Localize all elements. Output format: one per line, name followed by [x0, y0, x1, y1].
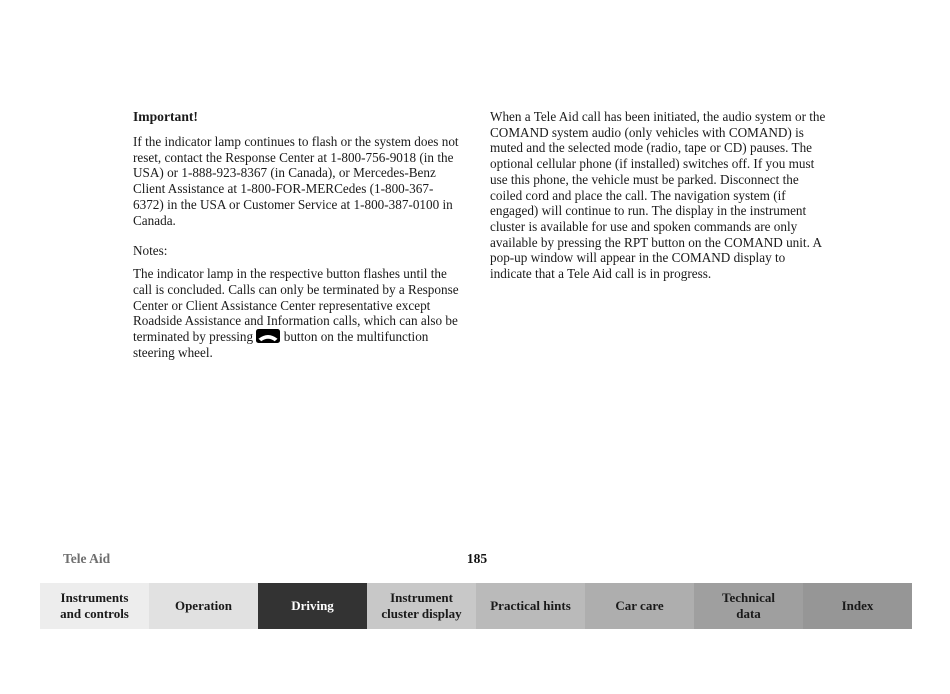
tab-label-line: Index [841, 598, 874, 613]
tab-label-line: Practical hints [490, 598, 571, 613]
tab-instrument-cluster-display[interactable] [367, 583, 476, 629]
tab-label-line: Instruments [60, 590, 129, 605]
tele-aid-call-paragraph: When a Tele Aid call has been initiated, the audio system or the COMAND system audio (only vehicles with COMAND) is muted and the selected mode (radio, tape or CD) pauses. The optional cellular phone (if installed) switches off. If you must use this phone, the vehicle must be parked. Disconnect the coiled cord and place the call. The navigation system (if engaged) will continue to run. The display in the instrument cluster is available for use and spoken commands are only available by pressing the RPT button on the COMAND unit. A pop-up window will appear in the COMAND display to indicate that a Tele Aid call is in progress. [490, 109, 826, 282]
tab-label-line: Driving [291, 598, 334, 613]
important-paragraph: If the indicator lamp continues to flash or the system does not reset, contact the Response Center at 1-800-756-9018 (in the USA) or 1-888-923-8367 (in Canada), or Mercedes-Benz Client Assistance at 1-800-FOR-MERCedes (1-800-367-6372) in the USA or Customer Service at 1-800-387-0100 in Canada. [133, 134, 459, 228]
tab-label-line: Car care [615, 598, 664, 613]
notes-heading: Notes: [133, 243, 168, 259]
tab-technical-data[interactable] [694, 583, 803, 629]
tab-label-line: and controls [60, 606, 129, 621]
important-heading: Important! [133, 109, 198, 124]
tab-driving[interactable] [258, 583, 367, 629]
notes-paragraph [133, 266, 463, 360]
tab-practical-hints[interactable] [476, 583, 585, 629]
notes-paragraph-before-icon: The indicator lamp in the respective button flashes until the call is concluded. Calls can only be terminated by a Response Center or Client Assistance Center representative except Roadside Assistance and Information calls, which can also be terminated by pressing [133, 266, 459, 345]
page-footer [0, 551, 950, 569]
left-column [133, 109, 463, 360]
tab-operation[interactable] [149, 583, 258, 629]
page-number: 185 [466, 551, 488, 566]
right-column [490, 109, 830, 282]
notes-paragraph-after-icon: button on the multifunction steering wheel. [133, 329, 429, 360]
tab-label-line: Instrument [390, 590, 453, 605]
tab-label-line: data [736, 606, 761, 621]
chapter-tabbar [40, 583, 912, 629]
tab-car-care[interactable] [585, 583, 694, 629]
tab-label-line: cluster display [381, 606, 462, 621]
end-call-button-icon [256, 329, 280, 343]
tab-label-line: Technical [722, 590, 775, 605]
tab-instruments-and-controls[interactable] [40, 583, 149, 629]
tab-label-line: Operation [174, 598, 233, 613]
tab-index[interactable] [803, 583, 912, 629]
chapter-label: Tele Aid [63, 551, 111, 566]
